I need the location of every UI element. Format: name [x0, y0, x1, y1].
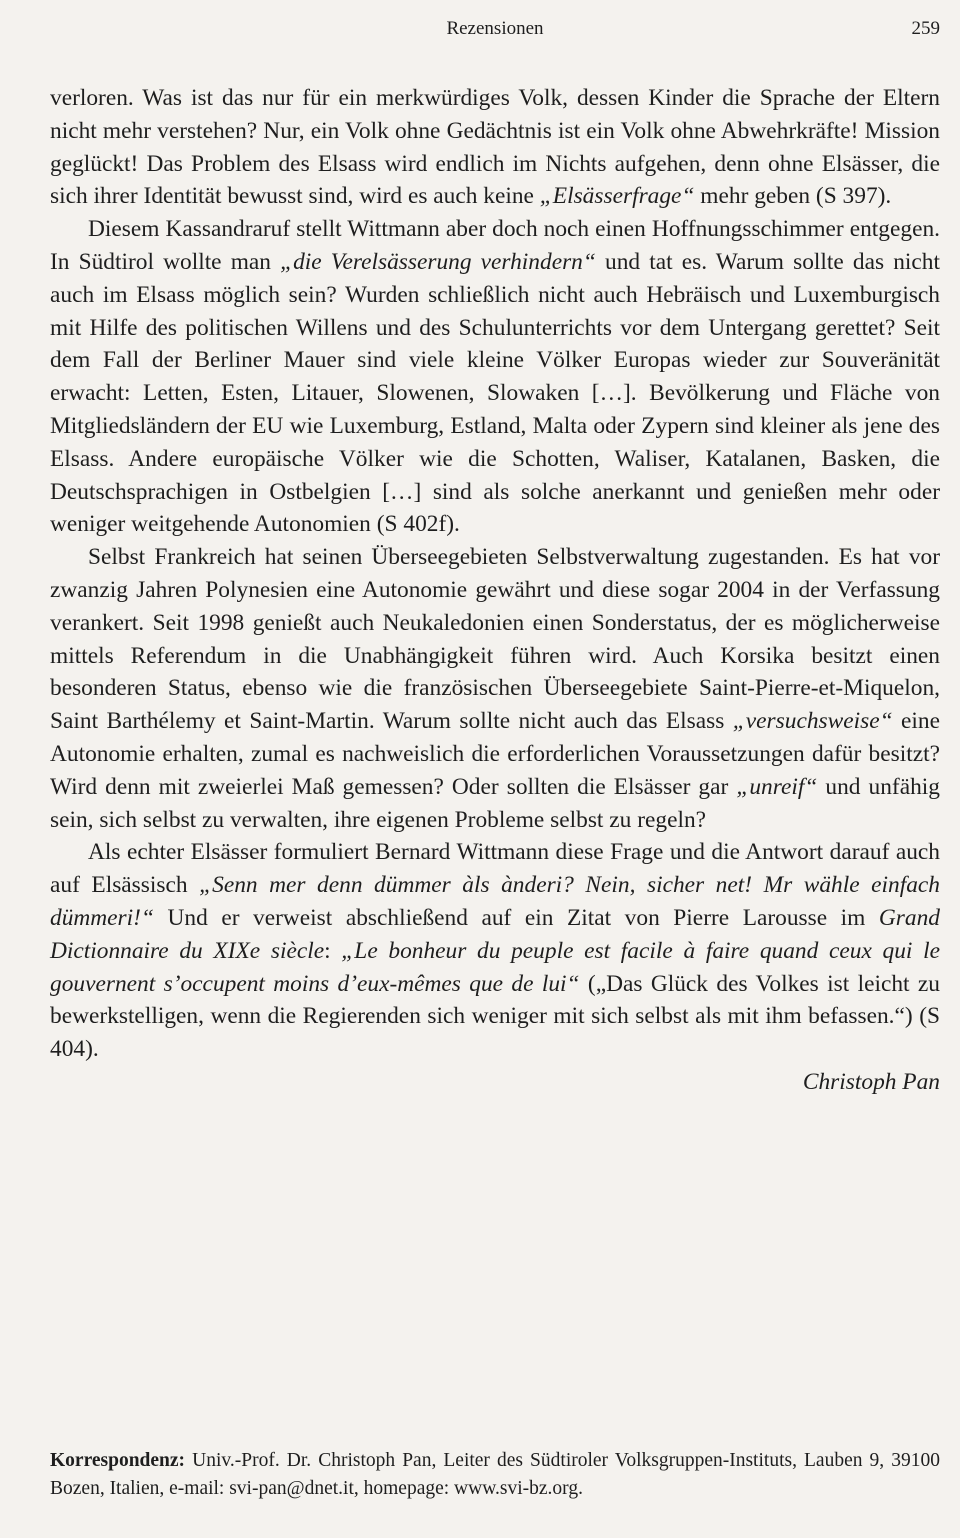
correspondence-label: Korrespondenz:: [50, 1450, 186, 1471]
paragraph-4-text-b: Und er verweist abschließend auf ein Zitat von Pierre Larousse im: [153, 904, 879, 931]
paragraph-1-quote: „Elsässerfrage“: [539, 183, 695, 210]
paragraph-3: [50, 541, 940, 836]
paragraph-4-book-title: Grand Dictionnaire du XIXe siècle: [50, 904, 940, 964]
review-body: [50, 82, 940, 1099]
correspondence-text: Univ.-Prof. Dr. Christoph Pan, Leiter des Südtiroler Volksgruppen-Instituts, Lauben 9, 39100 Bozen, Italien, e-mail: svi-pan@dnet.it, homepage: www.svi-bz.org.: [50, 1450, 940, 1499]
paragraph-3-text-c: und unfähig sein, sich selbst zu verwalten, ihre eigenen Probleme selbst zu regeln?: [50, 773, 940, 833]
paragraph-2-text-b: und tat es. Warum sollte das nicht auch im Elsass möglich sein? Wurden schließlich nicht auch Hebräisch und Luxemburgisch mit Hilfe des politischen Willens und des Schulunterrichts vor dem Untergang gerettet? Seit dem Fall der Berliner Mauer sind viele kleine Völker Europas wieder zur Souveränität erwacht: Letten, Esten, Litauer, Slowenen, Slowaken […]. Bevölkerung und Fläche von Mitgliedsländern der EU wie Luxemburg, Estland, Malta oder Zypern sind kleiner als jene des Elsass. Andere europäische Völker wie die Schotten, Waliser, Katalanen, Basken, die Deutschsprachigen in Ostbelgien […] sind als solche anerkannt und genießen mehr oder weniger weitgehende Autonomien (S 402f).: [50, 248, 940, 538]
paragraph-4-text-c: :: [324, 937, 342, 964]
paragraph-3-quote-1: „versuchsweise“: [732, 708, 893, 735]
paragraph-1-end: mehr geben (S 397).: [694, 183, 892, 210]
page-header: [50, 18, 940, 44]
paragraph-4-text-a: Als echter Elsässer formuliert Bernard Wittmann diese Frage und die Antwort darauf auch auf Elsässisch: [50, 839, 940, 899]
correspondence-note: [50, 1447, 940, 1503]
running-title: Rezensionen: [446, 18, 544, 39]
paragraph-4-text-d: („Das Glück des Volkes ist leicht zu bewerkstelligen, wenn die Regierenden sich weniger mit sich selbst als mit ihm befassen.“) (S 404).: [50, 970, 940, 1063]
paragraph-2-text-a: Diesem Kassandraruf stellt Wittmann aber doch noch einen Hoffnungsschimmer entgegen. In Südtirol wollte man: [50, 216, 940, 275]
page-number: 259: [911, 18, 940, 39]
paragraph-4: [50, 836, 940, 1066]
paragraph-3-quote-2: „unreif“: [736, 773, 818, 800]
author-signature: Christoph Pan: [802, 1068, 940, 1095]
paragraph-2: [50, 213, 940, 541]
paragraph-4-alsatian-quote: „Senn mer denn dümmer àls ànderi? Nein, sicher net! Mr wähle einfach dümmeri!“: [50, 872, 940, 931]
paragraph-3-text-b: eine Autonomie erhalten, zumal es nachweislich die erforderlichen Voraussetzungen dafür besitzt? Wird denn mit zweierlei Maß gemessen? Oder sollten die Elsässer gar: [50, 708, 940, 800]
paragraph-2-quote: „die Verelsässerung verhindern“: [280, 248, 596, 275]
paragraph-1: [50, 82, 940, 213]
paragraph-4-french-quote: „Le bonheur du peuple est facile à faire quand ceux qui le gouvernent s’occupent moins d’eux-mêmes que de lui“: [50, 937, 940, 997]
paragraph-3-text-a: Selbst Frankreich hat seinen Überseegebieten Selbstverwaltung zugestanden. Es hat vor zwanzig Jahren Polynesien eine Autonomie gewährt und diese sogar 2004 in der Verfassung verankert. Seit 1998 genießt auch Neukaledonien einen Sonderstatus, der es möglicherweise mittels Referendum in die Unabhängigkeit führen wird. Auch Korsika besitzt einen besonderen Status, ebenso wie die französischen Überseegebiete Saint-Pierre-et-Miquelon, Saint Barthélemy et Saint-Martin. Warum sollte nicht auch das Elsass: [50, 544, 940, 735]
paragraph-1-text: verloren. Was ist das nur für ein merkwürdiges Volk, dessen Kinder die Sprache der Eltern nicht mehr verstehen? Nur, ein Volk ohne Gedächtnis ist ein Volk ohne Abwehrkräfte! Mission geglückt! Das Problem des Elsass wird endlich im Nichts aufgehen, denn ohne Elsässer, die sich ihrer Identität bewusst sind, wird es auch keine: [50, 85, 940, 210]
